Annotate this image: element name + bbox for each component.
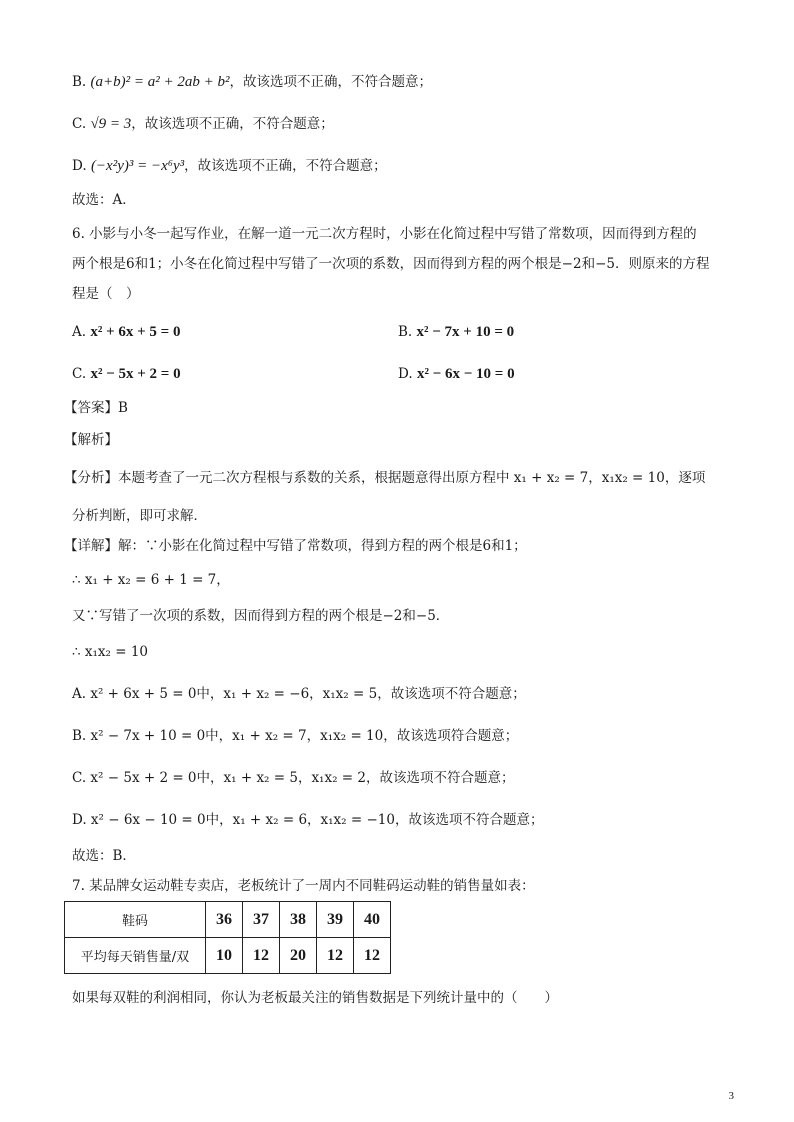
- q6-stem-line-1: 6. 小影与小冬一起写作业，在解一道一元二次方程时，小影在化简过程中写错了常数项，因而得到方程的: [72, 226, 697, 242]
- page-number: 3: [728, 1090, 734, 1102]
- choose-b-line: 故选：B．: [72, 848, 136, 864]
- table-cell: 38: [280, 902, 317, 938]
- option-c-line: [72, 114, 334, 134]
- step-1: ∴ x₁ + x₂ = 6 + 1 = 7，: [72, 572, 230, 588]
- q6-option-b: [398, 322, 514, 342]
- math-expression: x² − 6x − 10 = 0: [416, 366, 515, 382]
- option-label: A.: [72, 324, 87, 340]
- math-expression: (−x²y)³ = −x⁶y³: [90, 158, 185, 174]
- math-expression: x² + 6x + 5 = 0: [90, 324, 181, 340]
- option-text: ，故该选项不正确，不符合题意；: [229, 74, 432, 90]
- option-b-line: [72, 72, 432, 92]
- step-2: 又∵写错了一次项的系数，因而得到方程的两个根是−2和−5．: [72, 608, 450, 624]
- q6-option-c: [72, 364, 181, 384]
- fenxi-line-2: 分析判断，即可求解．: [72, 508, 207, 524]
- table-cell: 36: [206, 902, 243, 938]
- math-expression: √9 = 3: [90, 116, 132, 132]
- table-cell: 20: [280, 938, 317, 974]
- table-cell: 12: [354, 938, 391, 974]
- answer-tag: 【答案】: [64, 400, 118, 416]
- table-cell: 39: [317, 902, 354, 938]
- q6-stem-line-2: 两个根是6和1；小冬在化简过程中写错了一次项的系数，因而得到方程的两个根是−2和−5．则原来的方程: [72, 256, 710, 272]
- table-cell: 37: [243, 902, 280, 938]
- option-label: C.: [72, 366, 87, 382]
- q7-question: 如果每双鞋的利润相同，你认为老板最关注的销售数据是下列统计量中的（ ）: [72, 990, 558, 1006]
- answer-value: B: [118, 400, 128, 416]
- table-row: [65, 902, 391, 938]
- option-label: B.: [398, 324, 413, 340]
- fenxi-line-1: 【分析】本题考查了一元二次方程根与系数的关系，根据题意得出原方程中 x₁ + x₂ = 7，x₁x₂ = 10，逐项: [64, 470, 706, 486]
- q6-stem-line-3: 程是（ ）: [72, 286, 140, 302]
- table-row: [65, 938, 391, 974]
- check-a: A. x² + 6x + 5 = 0中，x₁ + x₂ = −6，x₁x₂ = 5，故该选项不符合题意；: [72, 686, 526, 702]
- table-header-size: 鞋码: [65, 902, 206, 938]
- choose-a-line: 故选：A．: [72, 192, 136, 208]
- option-label: B.: [72, 74, 87, 90]
- math-expression: x² − 5x + 2 = 0: [90, 366, 181, 382]
- option-d-line: [72, 156, 387, 176]
- xiangjie-line: 【详解】解：∵小影在化简过程中写错了常数项，得到方程的两个根是6和1；: [64, 538, 527, 554]
- option-label: D.: [398, 366, 413, 382]
- math-expression: (a+b)² = a² + 2ab + b²: [90, 74, 230, 90]
- option-label: C.: [72, 116, 87, 132]
- q6-option-a: [72, 322, 180, 342]
- analysis-tag: 【解析】: [64, 432, 118, 448]
- table-cell: 12: [317, 938, 354, 974]
- math-expression: x² − 7x + 10 = 0: [416, 324, 515, 340]
- option-text: ，故该选项不正确，不符合题意；: [131, 116, 334, 132]
- table-cell: 10: [206, 938, 243, 974]
- step-3: ∴ x₁x₂ = 10: [72, 644, 149, 660]
- check-d: D. x² − 6x − 10 = 0中，x₁ + x₂ = 6，x₁x₂ = −10，故该选项不符合题意；: [72, 812, 544, 828]
- q7-stem: 7. 某品牌女运动鞋专卖店，老板统计了一周内不同鞋码运动鞋的销售量如表：: [72, 878, 535, 894]
- table-header-sales: 平均每天销售量/双: [65, 938, 206, 974]
- check-c: C. x² − 5x + 2 = 0中，x₁ + x₂ = 5，x₁x₂ = 2，故该选项不符合题意；: [72, 770, 515, 786]
- option-label: D.: [72, 158, 87, 174]
- option-text: ，故该选项不正确，不符合题意；: [184, 158, 387, 174]
- shoe-sales-table: [64, 901, 391, 974]
- table-cell: 12: [243, 938, 280, 974]
- check-b: B. x² − 7x + 10 = 0中，x₁ + x₂ = 7，x₁x₂ = 10，故该选项符合题意；: [72, 728, 519, 744]
- table-cell: 40: [354, 902, 391, 938]
- q6-option-d: [398, 364, 515, 384]
- answer-line: [64, 398, 128, 418]
